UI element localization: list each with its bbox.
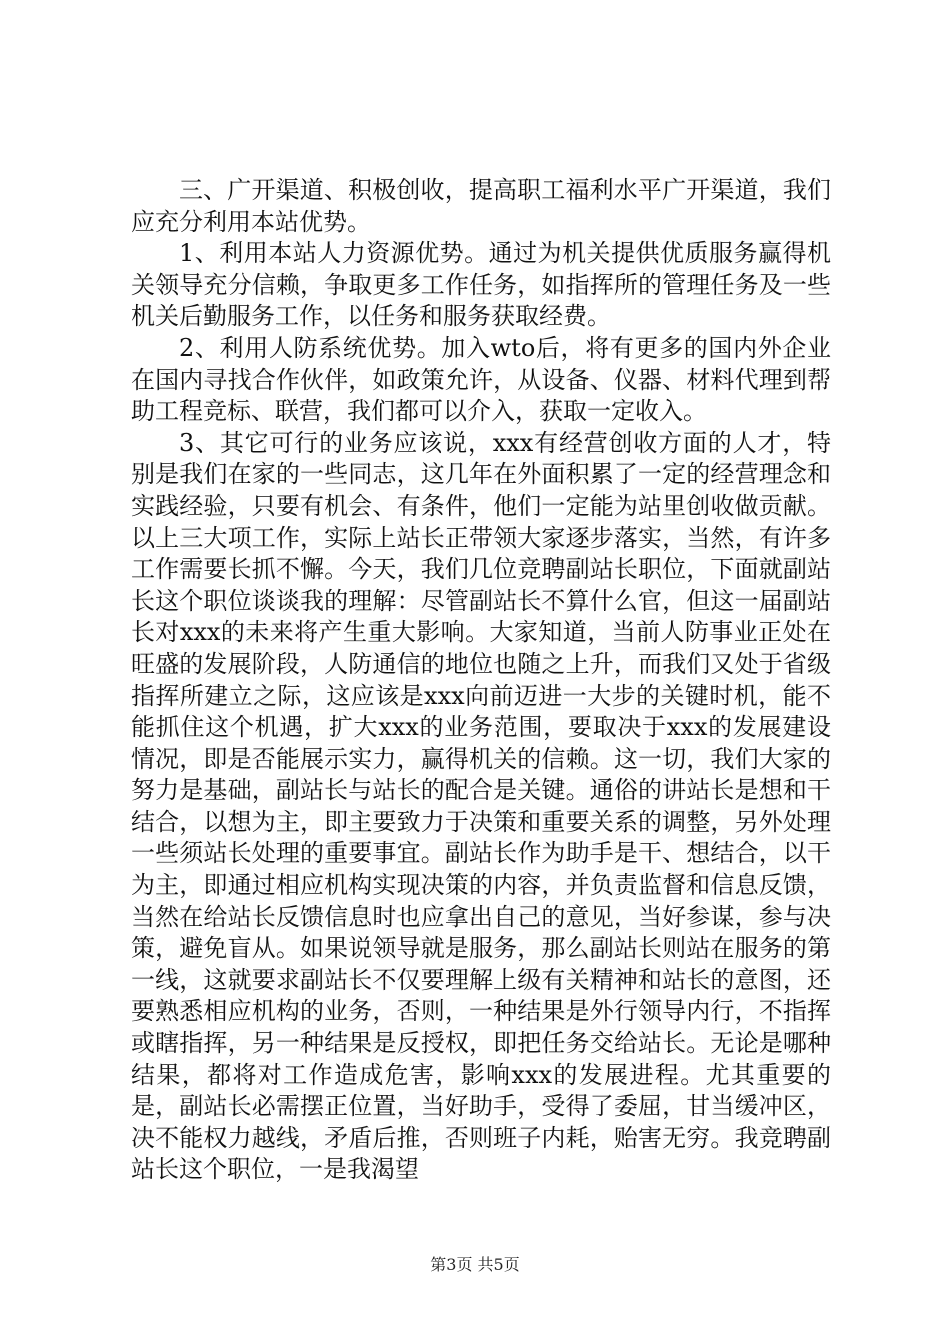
- page-footer: 第3页 共5页: [430, 1255, 520, 1274]
- paragraph-item-three: 3、其它可行的业务应该说，xxx有经营创收方面的人才，特别是我们在家的一些同志，这几年在外面积累了一定的经营理念和实践经验，只要有机会、有条件，他们一定能为站里创收做贡献。以上三大项工作，实际上站长正带领大家逐步落实，当然，有许多工作需要长抓不懈。今天，我们几位竞聘副站长职位，下面就副站长这个职位谈谈我的理解：尽管副站长不算什么官，但这一届副站长对xxx的未来将产生重大影响。大家知道，当前人防事业正处在旺盛的发展阶段，人防通信的地位也随之上升，而我们又处于省级指挥所建立之际，这应该是xxx向前迈进一大步的关键时机，能不能抓住这个机遇，扩大xxx的业务范围，要取决于xxx的发展建设情况，即是否能展示实力，赢得机关的信赖。这一切，我们大家的努力是基础，副站长与站长的配合是关键。通俗的讲站长是想和干结合，以想为主，即主要致力于决策和重要关系的调整，另外处理一些须站长处理的重要事宜。副站长作为助手是干、想结合，以干为主，即通过相应机构实现决策的内容，并负责监督和信息反馈，当然在给站长反馈信息时也应拿出自己的意见，当好参谋，参与决策，避免盲从。如果说领导就是服务，那么副站长则站在服务的第一线，这就要求副站长不仅要理解上级有关精神和站长的意图，还要熟悉相应机构的业务，否则，一种结果是外行领导内行，不指挥或瞎指挥，另一种结果是反授权，即把任务交给站长。无论是哪种结果，都将对工作造成危害，影响xxx的发展进程。尤其重要的是，副站长必需摆正位置，当好助手，受得了委屈，甘当缓冲区，决不能权力越线，矛盾后推，否则班子内耗，贻害无穷。我竞聘副站长这个职位，一是我渴望: [131, 428, 831, 1184]
- paragraph-item-one: 1、利用本站人力资源优势。通过为机关提供优质服务赢得机关领导充分信赖，争取更多工作任务，如指挥所的管理任务及一些机关后勤服务工作，以任务和服务获取经费。: [131, 239, 831, 331]
- paragraph-section-three: 三、广开渠道、积极创收，提高职工福利水平广开渠道，我们应充分利用本站优势。: [131, 176, 831, 236]
- document-body: [131, 175, 831, 1186]
- paragraph-item-two: 2、利用人防系统优势。加入wto后，将有更多的国内外企业在国内寻找合作伙伴，如政策允许，从设备、仪器、材料代理到帮助工程竞标、联营，我们都可以介入，获取一定收入。: [131, 333, 831, 426]
